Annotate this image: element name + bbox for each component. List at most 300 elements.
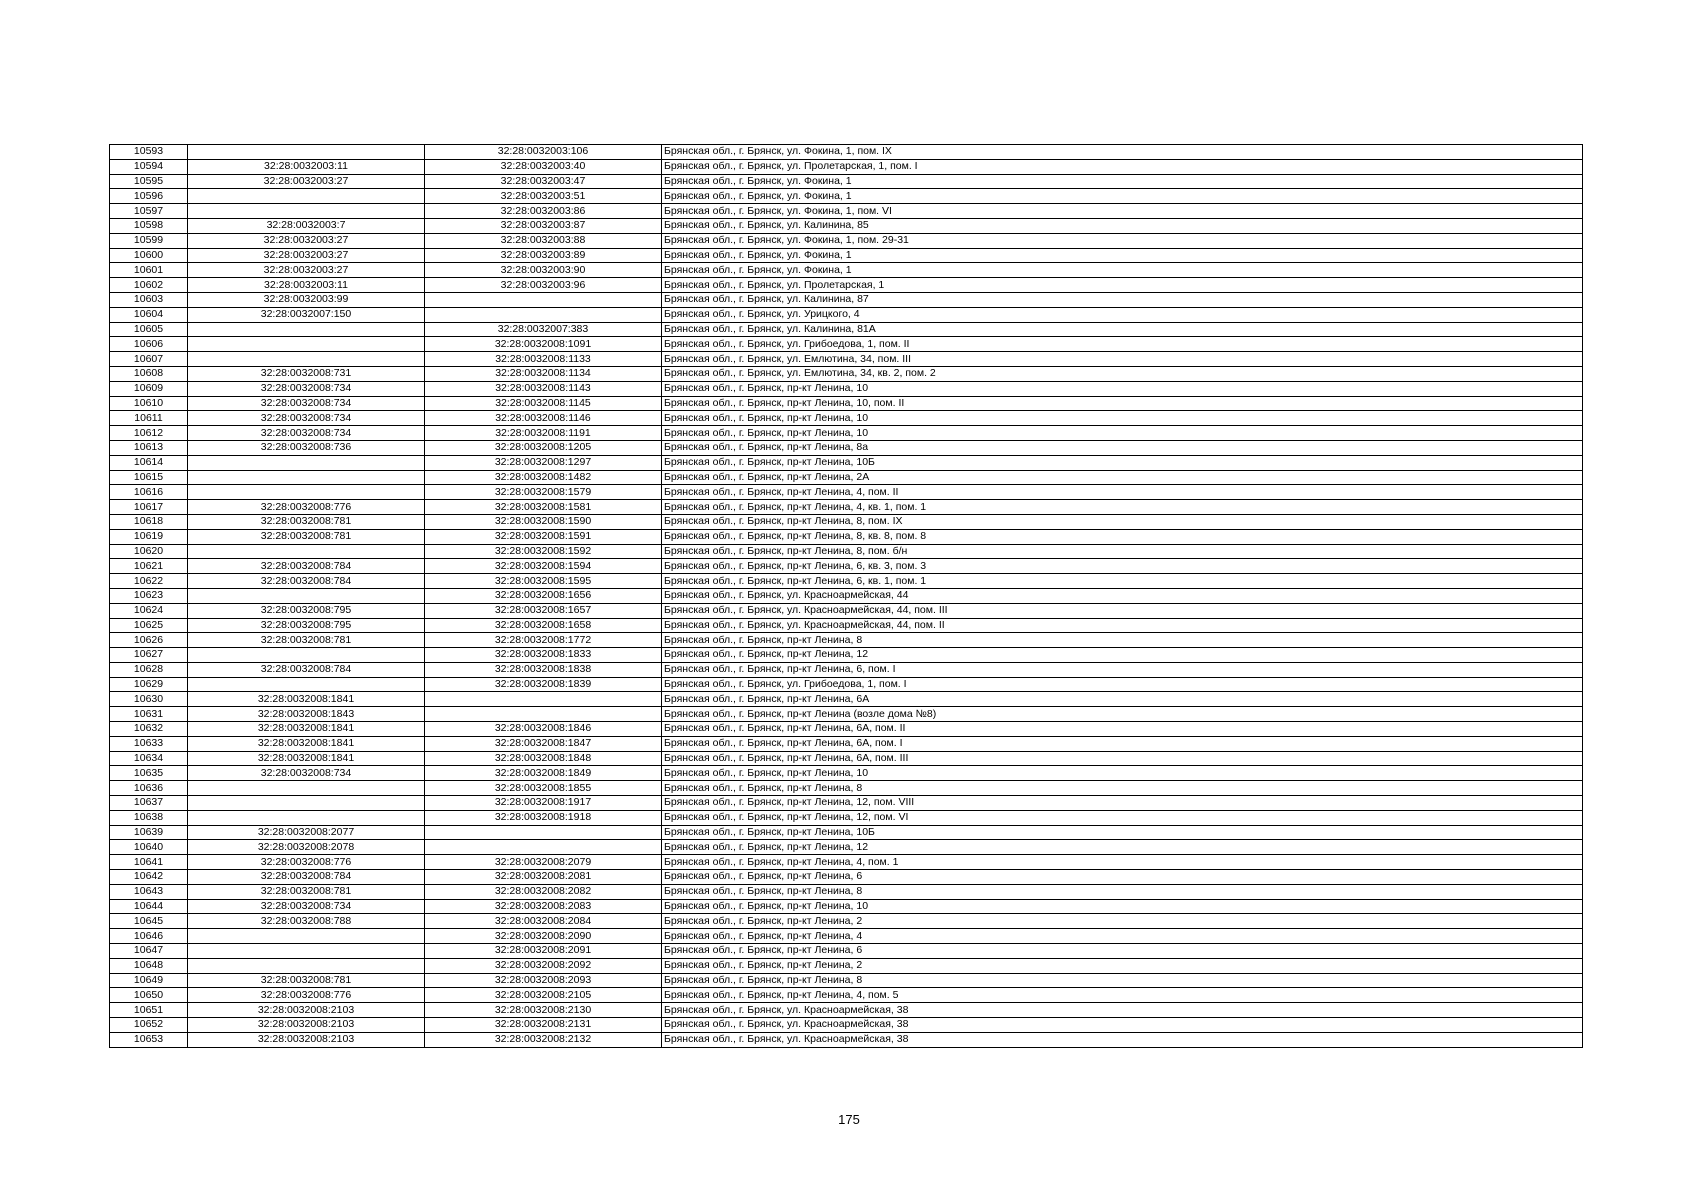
object-cadastral-number-cell: 32:28:0032008:1581 <box>425 500 662 515</box>
object-cadastral-number-cell: 32:28:0032008:1205 <box>425 440 662 455</box>
object-cadastral-number-cell: 32:28:0032008:1594 <box>425 559 662 574</box>
parcel-cadastral-number-cell: 32:28:0032008:736 <box>188 440 425 455</box>
row-number-cell: 10604 <box>110 307 188 322</box>
address-cell: Брянская обл., г. Брянск, пр-кт Ленина, 12, пом. VIII <box>662 796 1583 811</box>
address-cell: Брянская обл., г. Брянск, ул. Красноармейская, 44, пом. III <box>662 603 1583 618</box>
table-row <box>110 722 1583 737</box>
row-number-cell: 10606 <box>110 337 188 352</box>
object-cadastral-number-cell: 32:28:0032003:47 <box>425 174 662 189</box>
parcel-cadastral-number-cell: 32:28:0032008:781 <box>188 884 425 899</box>
parcel-cadastral-number-cell: 32:28:0032003:11 <box>188 159 425 174</box>
table-row <box>110 973 1583 988</box>
object-cadastral-number-cell: 32:28:0032008:1838 <box>425 662 662 677</box>
object-cadastral-number-cell: 32:28:0032008:2131 <box>425 1018 662 1033</box>
row-number-cell: 10603 <box>110 292 188 307</box>
object-cadastral-number-cell: 32:28:0032008:1918 <box>425 810 662 825</box>
parcel-cadastral-number-cell: 32:28:0032008:734 <box>188 396 425 411</box>
parcel-cadastral-number-cell: 32:28:0032008:1841 <box>188 722 425 737</box>
object-cadastral-number-cell <box>425 707 662 722</box>
table-row <box>110 396 1583 411</box>
parcel-cadastral-number-cell: 32:28:0032008:2078 <box>188 840 425 855</box>
parcel-cadastral-number-cell <box>188 958 425 973</box>
row-number-cell: 10601 <box>110 263 188 278</box>
object-cadastral-number-cell: 32:28:0032008:2092 <box>425 958 662 973</box>
address-cell: Брянская обл., г. Брянск, пр-кт Ленина, 6А, пом. III <box>662 751 1583 766</box>
object-cadastral-number-cell: 32:28:0032008:1143 <box>425 381 662 396</box>
object-cadastral-number-cell: 32:28:0032008:2130 <box>425 1003 662 1018</box>
object-cadastral-number-cell: 32:28:0032008:1847 <box>425 736 662 751</box>
parcel-cadastral-number-cell <box>188 322 425 337</box>
row-number-cell: 10622 <box>110 574 188 589</box>
parcel-cadastral-number-cell <box>188 929 425 944</box>
address-cell: Брянская обл., г. Брянск, ул. Пролетарская, 1, пом. I <box>662 159 1583 174</box>
table-row <box>110 899 1583 914</box>
parcel-cadastral-number-cell: 32:28:0032007:150 <box>188 307 425 322</box>
table-row <box>110 218 1583 233</box>
row-number-cell: 10628 <box>110 662 188 677</box>
parcel-cadastral-number-cell: 32:28:0032008:734 <box>188 766 425 781</box>
object-cadastral-number-cell <box>425 840 662 855</box>
row-number-cell: 10626 <box>110 633 188 648</box>
object-cadastral-number-cell: 32:28:0032007:383 <box>425 322 662 337</box>
address-cell: Брянская обл., г. Брянск, пр-кт Ленина, 12 <box>662 648 1583 663</box>
object-cadastral-number-cell: 32:28:0032008:1091 <box>425 337 662 352</box>
registry-table-body <box>110 145 1583 1048</box>
table-row <box>110 1003 1583 1018</box>
object-cadastral-number-cell: 32:28:0032003:90 <box>425 263 662 278</box>
object-cadastral-number-cell: 32:28:0032008:1839 <box>425 677 662 692</box>
address-cell: Брянская обл., г. Брянск, ул. Калинина, 81А <box>662 322 1583 337</box>
object-cadastral-number-cell: 32:28:0032008:1297 <box>425 455 662 470</box>
table-row <box>110 884 1583 899</box>
table-row <box>110 322 1583 337</box>
parcel-cadastral-number-cell: 32:28:0032008:1843 <box>188 707 425 722</box>
table-row <box>110 1032 1583 1047</box>
address-cell: Брянская обл., г. Брянск, пр-кт Ленина, 2А <box>662 470 1583 485</box>
object-cadastral-number-cell: 32:28:0032008:1590 <box>425 514 662 529</box>
row-number-cell: 10596 <box>110 189 188 204</box>
address-cell: Брянская обл., г. Брянск, пр-кт Ленина, 12 <box>662 840 1583 855</box>
object-cadastral-number-cell <box>425 307 662 322</box>
object-cadastral-number-cell: 32:28:0032008:2132 <box>425 1032 662 1047</box>
address-cell: Брянская обл., г. Брянск, пр-кт Ленина, 4 <box>662 929 1583 944</box>
table-row <box>110 929 1583 944</box>
address-cell: Брянская обл., г. Брянск, пр-кт Ленина, 4, пом. 5 <box>662 988 1583 1003</box>
row-number-cell: 10598 <box>110 218 188 233</box>
row-number-cell: 10647 <box>110 944 188 959</box>
table-row <box>110 574 1583 589</box>
table-row <box>110 914 1583 929</box>
address-cell: Брянская обл., г. Брянск, пр-кт Ленина, 4, пом. II <box>662 485 1583 500</box>
row-number-cell: 10630 <box>110 692 188 707</box>
table-row <box>110 485 1583 500</box>
parcel-cadastral-number-cell: 32:28:0032008:781 <box>188 529 425 544</box>
object-cadastral-number-cell: 32:28:0032008:1833 <box>425 648 662 663</box>
address-cell: Брянская обл., г. Брянск, ул. Фокина, 1, пом. IX <box>662 145 1583 160</box>
table-row <box>110 352 1583 367</box>
table-row <box>110 233 1583 248</box>
object-cadastral-number-cell: 32:28:0032008:1657 <box>425 603 662 618</box>
address-cell: Брянская обл., г. Брянск, ул. Емлютина, 34, кв. 2, пом. 2 <box>662 366 1583 381</box>
row-number-cell: 10653 <box>110 1032 188 1047</box>
parcel-cadastral-number-cell <box>188 337 425 352</box>
table-row <box>110 633 1583 648</box>
address-cell: Брянская обл., г. Брянск, пр-кт Ленина, 4, кв. 1, пом. 1 <box>662 500 1583 515</box>
address-cell: Брянская обл., г. Брянск, ул. Красноармейская, 38 <box>662 1032 1583 1047</box>
parcel-cadastral-number-cell: 32:28:0032008:788 <box>188 914 425 929</box>
object-cadastral-number-cell: 32:28:0032008:1772 <box>425 633 662 648</box>
object-cadastral-number-cell: 32:28:0032008:2083 <box>425 899 662 914</box>
parcel-cadastral-number-cell: 32:28:0032008:784 <box>188 559 425 574</box>
parcel-cadastral-number-cell: 32:28:0032008:2103 <box>188 1003 425 1018</box>
object-cadastral-number-cell: 32:28:0032008:1133 <box>425 352 662 367</box>
object-cadastral-number-cell: 32:28:0032008:2079 <box>425 855 662 870</box>
table-row <box>110 692 1583 707</box>
parcel-cadastral-number-cell <box>188 470 425 485</box>
row-number-cell: 10637 <box>110 796 188 811</box>
object-cadastral-number-cell: 32:28:0032008:2081 <box>425 870 662 885</box>
parcel-cadastral-number-cell: 32:28:0032008:734 <box>188 381 425 396</box>
parcel-cadastral-number-cell <box>188 781 425 796</box>
address-cell: Брянская обл., г. Брянск, пр-кт Ленина, 6А, пом. I <box>662 736 1583 751</box>
parcel-cadastral-number-cell <box>188 544 425 559</box>
row-number-cell: 10642 <box>110 870 188 885</box>
row-number-cell: 10636 <box>110 781 188 796</box>
row-number-cell: 10594 <box>110 159 188 174</box>
row-number-cell: 10652 <box>110 1018 188 1033</box>
row-number-cell: 10643 <box>110 884 188 899</box>
address-cell: Брянская обл., г. Брянск, пр-кт Ленина, 10Б <box>662 825 1583 840</box>
parcel-cadastral-number-cell: 32:28:0032008:1841 <box>188 736 425 751</box>
table-row <box>110 248 1583 263</box>
object-cadastral-number-cell: 32:28:0032008:1145 <box>425 396 662 411</box>
object-cadastral-number-cell: 32:28:0032008:1146 <box>425 411 662 426</box>
parcel-cadastral-number-cell: 32:28:0032008:2103 <box>188 1018 425 1033</box>
object-cadastral-number-cell: 32:28:0032008:1849 <box>425 766 662 781</box>
table-row <box>110 559 1583 574</box>
table-row <box>110 411 1583 426</box>
row-number-cell: 10646 <box>110 929 188 944</box>
address-cell: Брянская обл., г. Брянск, ул. Красноармейская, 38 <box>662 1003 1583 1018</box>
address-cell: Брянская обл., г. Брянск, пр-кт Ленина, 6А, пом. II <box>662 722 1583 737</box>
parcel-cadastral-number-cell <box>188 455 425 470</box>
row-number-cell: 10620 <box>110 544 188 559</box>
table-row <box>110 455 1583 470</box>
address-cell: Брянская обл., г. Брянск, пр-кт Ленина, 10 <box>662 411 1583 426</box>
row-number-cell: 10615 <box>110 470 188 485</box>
row-number-cell: 10599 <box>110 233 188 248</box>
page-number: 175 <box>838 1112 860 1127</box>
object-cadastral-number-cell: 32:28:0032008:2090 <box>425 929 662 944</box>
address-cell: Брянская обл., г. Брянск, пр-кт Ленина, 6 <box>662 944 1583 959</box>
object-cadastral-number-cell: 32:28:0032008:1134 <box>425 366 662 381</box>
parcel-cadastral-number-cell: 32:28:0032008:795 <box>188 618 425 633</box>
row-number-cell: 10635 <box>110 766 188 781</box>
address-cell: Брянская обл., г. Брянск, ул. Грибоедова, 1, пом. I <box>662 677 1583 692</box>
address-cell: Брянская обл., г. Брянск, ул. Грибоедова, 1, пом. II <box>662 337 1583 352</box>
address-cell: Брянская обл., г. Брянск, ул. Фокина, 1 <box>662 189 1583 204</box>
table-row <box>110 544 1583 559</box>
object-cadastral-number-cell: 32:28:0032008:1191 <box>425 426 662 441</box>
parcel-cadastral-number-cell: 32:28:0032008:734 <box>188 411 425 426</box>
table-row <box>110 603 1583 618</box>
object-cadastral-number-cell: 32:28:0032008:1595 <box>425 574 662 589</box>
object-cadastral-number-cell: 32:28:0032008:2084 <box>425 914 662 929</box>
parcel-cadastral-number-cell: 32:28:0032003:27 <box>188 248 425 263</box>
parcel-cadastral-number-cell: 32:28:0032008:784 <box>188 870 425 885</box>
row-number-cell: 10649 <box>110 973 188 988</box>
address-cell: Брянская обл., г. Брянск, пр-кт Ленина, 8 <box>662 781 1583 796</box>
row-number-cell: 10634 <box>110 751 188 766</box>
table-row <box>110 440 1583 455</box>
table-row <box>110 174 1583 189</box>
parcel-cadastral-number-cell: 32:28:0032008:2077 <box>188 825 425 840</box>
address-cell: Брянская обл., г. Брянск, пр-кт Ленина, 8 <box>662 633 1583 648</box>
parcel-cadastral-number-cell: 32:28:0032008:781 <box>188 514 425 529</box>
parcel-cadastral-number-cell: 32:28:0032008:1841 <box>188 751 425 766</box>
table-row <box>110 426 1583 441</box>
address-cell: Брянская обл., г. Брянск, ул. Фокина, 1, пом. VI <box>662 204 1583 219</box>
address-cell: Брянская обл., г. Брянск, пр-кт Ленина, 4, пом. 1 <box>662 855 1583 870</box>
address-cell: Брянская обл., г. Брянск, пр-кт Ленина, 6, кв. 3, пом. 3 <box>662 559 1583 574</box>
table-row <box>110 307 1583 322</box>
object-cadastral-number-cell: 32:28:0032008:1658 <box>425 618 662 633</box>
table-row <box>110 381 1583 396</box>
parcel-cadastral-number-cell: 32:28:0032008:784 <box>188 662 425 677</box>
parcel-cadastral-number-cell: 32:28:0032008:776 <box>188 988 425 1003</box>
row-number-cell: 10609 <box>110 381 188 396</box>
object-cadastral-number-cell: 32:28:0032003:106 <box>425 145 662 160</box>
parcel-cadastral-number-cell: 32:28:0032008:784 <box>188 574 425 589</box>
table-row <box>110 736 1583 751</box>
row-number-cell: 10631 <box>110 707 188 722</box>
parcel-cadastral-number-cell <box>188 485 425 500</box>
parcel-cadastral-number-cell: 32:28:0032008:776 <box>188 855 425 870</box>
table-row <box>110 588 1583 603</box>
parcel-cadastral-number-cell <box>188 944 425 959</box>
row-number-cell: 10640 <box>110 840 188 855</box>
object-cadastral-number-cell: 32:28:0032008:1855 <box>425 781 662 796</box>
address-cell: Брянская обл., г. Брянск, ул. Емлютина, 34, пом. III <box>662 352 1583 367</box>
address-cell: Брянская обл., г. Брянск, ул. Урицкого, 4 <box>662 307 1583 322</box>
parcel-cadastral-number-cell: 32:28:0032003:7 <box>188 218 425 233</box>
object-cadastral-number-cell: 32:28:0032003:96 <box>425 278 662 293</box>
parcel-cadastral-number-cell: 32:28:0032003:11 <box>188 278 425 293</box>
row-number-cell: 10602 <box>110 278 188 293</box>
object-cadastral-number-cell: 32:28:0032008:1848 <box>425 751 662 766</box>
address-cell: Брянская обл., г. Брянск, ул. Фокина, 1 <box>662 248 1583 263</box>
table-row <box>110 263 1583 278</box>
table-row <box>110 470 1583 485</box>
row-number-cell: 10651 <box>110 1003 188 1018</box>
row-number-cell: 10645 <box>110 914 188 929</box>
parcel-cadastral-number-cell: 32:28:0032003:99 <box>188 292 425 307</box>
address-cell: Брянская обл., г. Брянск, ул. Красноармейская, 44, пом. II <box>662 618 1583 633</box>
table-row <box>110 292 1583 307</box>
address-cell: Брянская обл., г. Брянск, пр-кт Ленина (возле дома №8) <box>662 707 1583 722</box>
parcel-cadastral-number-cell: 32:28:0032008:781 <box>188 633 425 648</box>
registry-table <box>109 144 1583 1048</box>
object-cadastral-number-cell: 32:28:0032008:2082 <box>425 884 662 899</box>
parcel-cadastral-number-cell: 32:28:0032003:27 <box>188 233 425 248</box>
address-cell: Брянская обл., г. Брянск, ул. Калинина, 85 <box>662 218 1583 233</box>
object-cadastral-number-cell: 32:28:0032008:1656 <box>425 588 662 603</box>
row-number-cell: 10621 <box>110 559 188 574</box>
object-cadastral-number-cell: 32:28:0032003:40 <box>425 159 662 174</box>
object-cadastral-number-cell: 32:28:0032008:1846 <box>425 722 662 737</box>
table-row <box>110 1018 1583 1033</box>
row-number-cell: 10597 <box>110 204 188 219</box>
table-row <box>110 677 1583 692</box>
object-cadastral-number-cell <box>425 825 662 840</box>
parcel-cadastral-number-cell <box>188 810 425 825</box>
parcel-cadastral-number-cell <box>188 648 425 663</box>
table-row <box>110 618 1583 633</box>
row-number-cell: 10610 <box>110 396 188 411</box>
address-cell: Брянская обл., г. Брянск, ул. Пролетарская, 1 <box>662 278 1583 293</box>
table-row <box>110 825 1583 840</box>
table-row <box>110 810 1583 825</box>
table-row <box>110 500 1583 515</box>
parcel-cadastral-number-cell: 32:28:0032008:734 <box>188 899 425 914</box>
table-row <box>110 781 1583 796</box>
row-number-cell: 10600 <box>110 248 188 263</box>
parcel-cadastral-number-cell <box>188 145 425 160</box>
table-row <box>110 958 1583 973</box>
object-cadastral-number-cell: 32:28:0032008:1591 <box>425 529 662 544</box>
table-row <box>110 988 1583 1003</box>
object-cadastral-number-cell: 32:28:0032003:88 <box>425 233 662 248</box>
row-number-cell: 10613 <box>110 440 188 455</box>
address-cell: Брянская обл., г. Брянск, пр-кт Ленина, 8а <box>662 440 1583 455</box>
table-row <box>110 751 1583 766</box>
address-cell: Брянская обл., г. Брянск, ул. Фокина, 1 <box>662 174 1583 189</box>
address-cell: Брянская обл., г. Брянск, пр-кт Ленина, 10 <box>662 426 1583 441</box>
row-number-cell: 10648 <box>110 958 188 973</box>
row-number-cell: 10639 <box>110 825 188 840</box>
table-row <box>110 766 1583 781</box>
parcel-cadastral-number-cell: 32:28:0032008:795 <box>188 603 425 618</box>
address-cell: Брянская обл., г. Брянск, пр-кт Ленина, 8, кв. 8, пом. 8 <box>662 529 1583 544</box>
row-number-cell: 10650 <box>110 988 188 1003</box>
address-cell: Брянская обл., г. Брянск, пр-кт Ленина, 8 <box>662 884 1583 899</box>
parcel-cadastral-number-cell <box>188 796 425 811</box>
table-row <box>110 366 1583 381</box>
row-number-cell: 10641 <box>110 855 188 870</box>
object-cadastral-number-cell: 32:28:0032008:2093 <box>425 973 662 988</box>
parcel-cadastral-number-cell: 32:28:0032008:781 <box>188 973 425 988</box>
row-number-cell: 10616 <box>110 485 188 500</box>
table-row <box>110 840 1583 855</box>
address-cell: Брянская обл., г. Брянск, ул. Красноармейская, 44 <box>662 588 1583 603</box>
parcel-cadastral-number-cell <box>188 189 425 204</box>
address-cell: Брянская обл., г. Брянск, пр-кт Ленина, 8, пом. IX <box>662 514 1583 529</box>
row-number-cell: 10614 <box>110 455 188 470</box>
parcel-cadastral-number-cell: 32:28:0032008:734 <box>188 426 425 441</box>
row-number-cell: 10607 <box>110 352 188 367</box>
object-cadastral-number-cell: 32:28:0032003:51 <box>425 189 662 204</box>
object-cadastral-number-cell <box>425 292 662 307</box>
table-row <box>110 855 1583 870</box>
table-row <box>110 944 1583 959</box>
table-row <box>110 278 1583 293</box>
row-number-cell: 10625 <box>110 618 188 633</box>
table-row <box>110 796 1583 811</box>
address-cell: Брянская обл., г. Брянск, пр-кт Ленина, 10, пом. II <box>662 396 1583 411</box>
address-cell: Брянская обл., г. Брянск, пр-кт Ленина, 8, пом. б/н <box>662 544 1583 559</box>
parcel-cadastral-number-cell <box>188 352 425 367</box>
object-cadastral-number-cell: 32:28:0032008:1579 <box>425 485 662 500</box>
object-cadastral-number-cell: 32:28:0032008:2091 <box>425 944 662 959</box>
parcel-cadastral-number-cell: 32:28:0032008:776 <box>188 500 425 515</box>
address-cell: Брянская обл., г. Брянск, пр-кт Ленина, 10 <box>662 766 1583 781</box>
row-number-cell: 10617 <box>110 500 188 515</box>
address-cell: Брянская обл., г. Брянск, пр-кт Ленина, 6А <box>662 692 1583 707</box>
table-row <box>110 189 1583 204</box>
row-number-cell: 10632 <box>110 722 188 737</box>
parcel-cadastral-number-cell: 32:28:0032003:27 <box>188 174 425 189</box>
parcel-cadastral-number-cell <box>188 677 425 692</box>
parcel-cadastral-number-cell: 32:28:0032003:27 <box>188 263 425 278</box>
table-row <box>110 337 1583 352</box>
row-number-cell: 10612 <box>110 426 188 441</box>
object-cadastral-number-cell: 32:28:0032008:1482 <box>425 470 662 485</box>
table-row <box>110 662 1583 677</box>
row-number-cell: 10633 <box>110 736 188 751</box>
row-number-cell: 10618 <box>110 514 188 529</box>
row-number-cell: 10627 <box>110 648 188 663</box>
parcel-cadastral-number-cell <box>188 204 425 219</box>
object-cadastral-number-cell: 32:28:0032008:2105 <box>425 988 662 1003</box>
row-number-cell: 10619 <box>110 529 188 544</box>
address-cell: Брянская обл., г. Брянск, ул. Фокина, 1, пом. 29-31 <box>662 233 1583 248</box>
address-cell: Брянская обл., г. Брянск, ул. Красноармейская, 38 <box>662 1018 1583 1033</box>
parcel-cadastral-number-cell: 32:28:0032008:1841 <box>188 692 425 707</box>
row-number-cell: 10595 <box>110 174 188 189</box>
row-number-cell: 10608 <box>110 366 188 381</box>
table-row <box>110 707 1583 722</box>
row-number-cell: 10629 <box>110 677 188 692</box>
address-cell: Брянская обл., г. Брянск, пр-кт Ленина, 6, кв. 1, пом. 1 <box>662 574 1583 589</box>
table-row <box>110 514 1583 529</box>
address-cell: Брянская обл., г. Брянск, пр-кт Ленина, 10Б <box>662 455 1583 470</box>
table-row <box>110 204 1583 219</box>
object-cadastral-number-cell: 32:28:0032008:1917 <box>425 796 662 811</box>
address-cell: Брянская обл., г. Брянск, пр-кт Ленина, 2 <box>662 958 1583 973</box>
parcel-cadastral-number-cell: 32:28:0032008:2103 <box>188 1032 425 1047</box>
table-row <box>110 870 1583 885</box>
row-number-cell: 10605 <box>110 322 188 337</box>
address-cell: Брянская обл., г. Брянск, пр-кт Ленина, 6 <box>662 870 1583 885</box>
object-cadastral-number-cell: 32:28:0032003:87 <box>425 218 662 233</box>
parcel-cadastral-number-cell <box>188 588 425 603</box>
parcel-cadastral-number-cell: 32:28:0032008:731 <box>188 366 425 381</box>
address-cell: Брянская обл., г. Брянск, пр-кт Ленина, 8 <box>662 973 1583 988</box>
row-number-cell: 10638 <box>110 810 188 825</box>
address-cell: Брянская обл., г. Брянск, пр-кт Ленина, 10 <box>662 381 1583 396</box>
object-cadastral-number-cell: 32:28:0032003:89 <box>425 248 662 263</box>
address-cell: Брянская обл., г. Брянск, пр-кт Ленина, 6, пом. I <box>662 662 1583 677</box>
address-cell: Брянская обл., г. Брянск, пр-кт Ленина, 10 <box>662 899 1583 914</box>
object-cadastral-number-cell: 32:28:0032008:1592 <box>425 544 662 559</box>
table-row <box>110 529 1583 544</box>
row-number-cell: 10611 <box>110 411 188 426</box>
address-cell: Брянская обл., г. Брянск, пр-кт Ленина, 2 <box>662 914 1583 929</box>
row-number-cell: 10623 <box>110 588 188 603</box>
table-row <box>110 159 1583 174</box>
table-row <box>110 648 1583 663</box>
row-number-cell: 10624 <box>110 603 188 618</box>
